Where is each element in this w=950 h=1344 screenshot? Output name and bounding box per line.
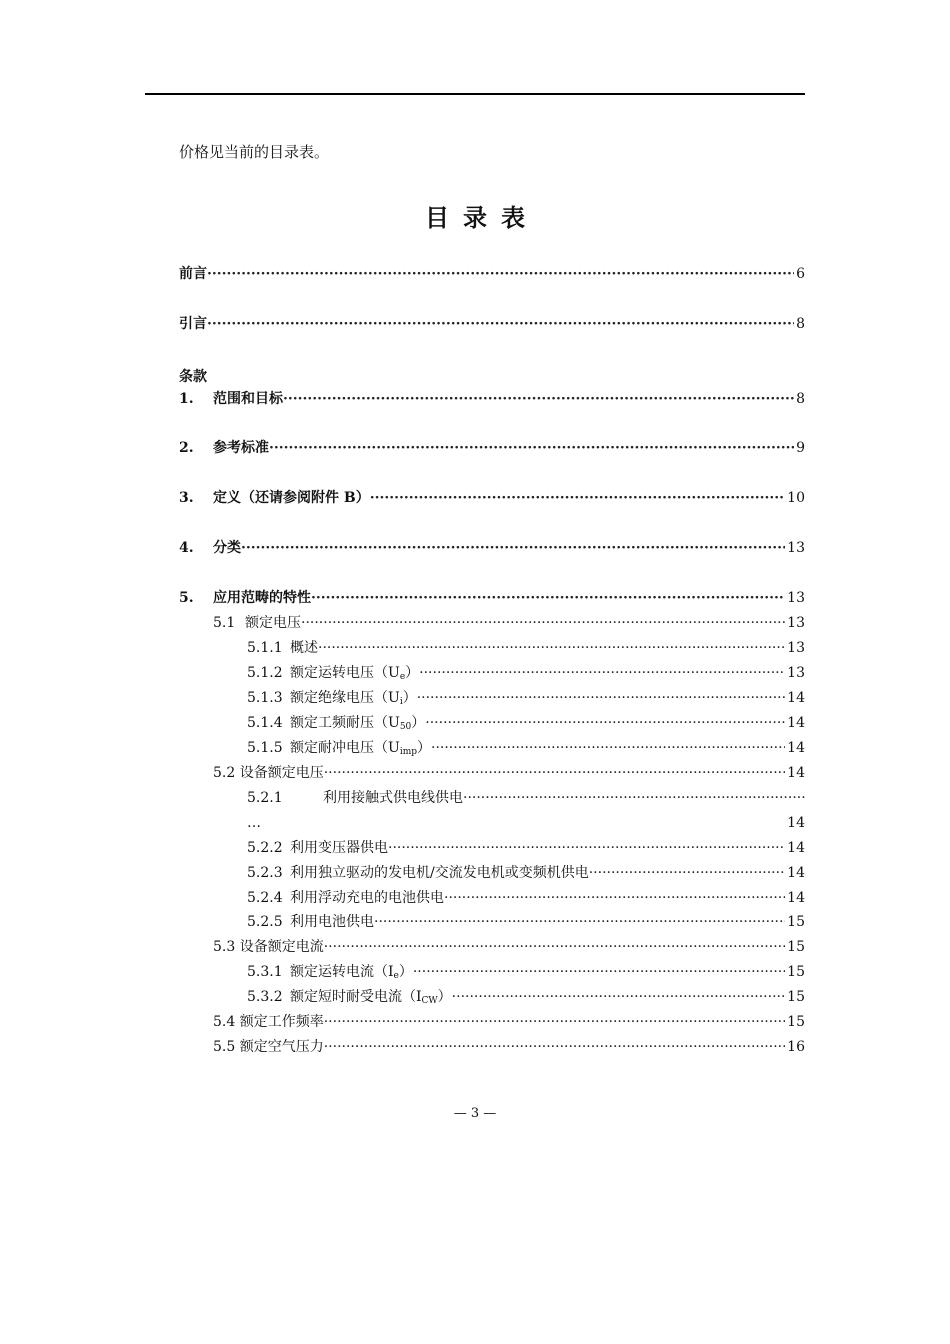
toc-entry-5-1-2[interactable] [247, 663, 805, 683]
leader-dots [324, 1012, 785, 1032]
toc-entry-5-3-2[interactable] [247, 987, 805, 1007]
leader-dots [413, 962, 785, 982]
toc-entry-5-2[interactable] [213, 763, 805, 783]
toc-entry-page: 8 [796, 316, 805, 332]
toc-entry-number: 5.3.2 [247, 989, 283, 1005]
toc-entry-label [290, 987, 452, 1011]
toc-entry-clause-2[interactable] [179, 438, 805, 458]
subscript: CW [421, 996, 438, 1006]
label-tail: ） [405, 665, 420, 681]
toc-entry-5-2-5[interactable] [247, 912, 805, 932]
toc-entry-label [290, 713, 425, 737]
toc-entry-5-2-2[interactable] [247, 838, 805, 858]
toc-entry-page: 10 [787, 490, 805, 506]
toc-entry-page: 14 [787, 740, 805, 756]
toc-entry-number: 5.1.1 [247, 640, 283, 656]
toc-entry-page: 15 [787, 1014, 805, 1030]
subscript: e [399, 672, 406, 682]
toc-entry-label [290, 738, 431, 762]
leader-dots [431, 738, 785, 758]
label-text: 额定运转电压（U [290, 665, 400, 681]
toc-entry-label: 利用独立驱动的发电机/交流发电机或变频机供电 [290, 865, 589, 881]
price-note: 价格见当前的目录表。 [179, 143, 330, 161]
label-tail: ） [437, 989, 452, 1005]
toc-entry-number: 5.1.2 [247, 665, 283, 681]
leader-dots [374, 912, 785, 932]
toc-entry-5-2-3[interactable] [247, 863, 805, 883]
label-tail: ） [398, 964, 413, 980]
label-text: 额定耐冲电压（U [290, 740, 400, 756]
leader-dots [207, 264, 794, 284]
toc-entry-page: 13 [787, 640, 805, 656]
toc-entry-clause-3[interactable] [179, 488, 805, 508]
toc-entry-label: 5.3 设备额定电流 [213, 939, 324, 955]
page-number-footer: — 3 — [453, 1106, 497, 1121]
toc-entry-label: 利用变压器供电 [290, 840, 388, 856]
toc-entry-number: 5.2.5 [247, 914, 283, 930]
toc-entry-page: 15 [787, 939, 805, 955]
leader-dots-continued: … [247, 815, 261, 831]
leader-dots [370, 488, 785, 508]
leader-dots [444, 888, 785, 908]
label-text: 额定工频耐压（U [290, 715, 400, 731]
toc-entry-label [290, 688, 417, 712]
toc-entry-page: 14 [787, 765, 805, 781]
leader-dots [301, 613, 785, 633]
toc-entry-label: 额定电压 [245, 615, 301, 631]
toc-entry-page: 14 [787, 865, 805, 881]
toc-entry-label: 引言 [179, 316, 207, 332]
label-text: 额定短时耐受电流（I [290, 989, 422, 1005]
toc-entry-label: 5.4 额定工作频率 [213, 1014, 324, 1030]
toc-entry-label: 利用接触式供电线供电 [323, 790, 463, 806]
subscript: i [399, 697, 403, 707]
toc-entry-clause-4[interactable] [179, 538, 805, 558]
toc-entry-number: 5.1 [213, 615, 236, 631]
toc-entry-label: 分类 [213, 540, 241, 556]
leader-dots [324, 1037, 785, 1057]
clauses-heading: 条款 [179, 369, 207, 385]
toc-entry-intro[interactable] [179, 314, 805, 334]
toc-entry-number: 5. [179, 590, 194, 606]
toc-entry-label: 参考标准 [213, 440, 269, 456]
toc-entry-page: 14 [787, 715, 805, 731]
leader-dots [425, 713, 785, 733]
leader-dots [269, 438, 794, 458]
label-tail: ） [411, 715, 426, 731]
leader-dots [318, 638, 785, 658]
toc-entry-label: 利用电池供电 [290, 914, 374, 930]
toc-entry-number: 1. [179, 391, 194, 407]
leader-dots [324, 763, 785, 783]
toc-entry-label: 范围和目标 [213, 391, 283, 407]
toc-entry-5-1-5[interactable] [247, 738, 805, 758]
toc-entry-5-1-1[interactable] [247, 638, 805, 658]
subscript: 50 [399, 722, 412, 732]
toc-entry-label: 5.2 设备额定电压 [213, 765, 324, 781]
toc-entry-page: 13 [787, 615, 805, 631]
leader-dots [283, 389, 794, 409]
header-rule [145, 93, 805, 95]
toc-entry-number: 3. [179, 490, 194, 506]
toc-entry-5-4[interactable] [213, 1012, 805, 1032]
toc-entry-5-3[interactable] [213, 937, 805, 957]
leader-dots [452, 987, 786, 1007]
toc-entry-5-1-3[interactable] [247, 688, 805, 708]
toc-entry-clause-1[interactable] [179, 389, 805, 409]
leader-dots [419, 663, 785, 683]
toc-entry-label [290, 962, 413, 986]
toc-entry-5-3-1[interactable] [247, 962, 805, 982]
toc-entry-page: 13 [787, 665, 805, 681]
toc-entry-page: 14 [787, 890, 805, 906]
leader-dots [324, 937, 785, 957]
toc-entry-preface[interactable] [179, 264, 805, 284]
label-text: 额定运转电流（I [290, 964, 394, 980]
toc-entry-number: 5.1.5 [247, 740, 283, 756]
toc-entry-label: 利用浮动充电的电池供电 [290, 890, 444, 906]
toc-entry-clause-5[interactable] [179, 588, 805, 608]
leader-dots [207, 314, 794, 334]
toc-entry-number: 5.2.2 [247, 840, 283, 856]
subscript: imp [399, 747, 417, 757]
leader-dots [388, 838, 785, 858]
label-tail: ） [417, 740, 431, 756]
leader-dots [463, 788, 805, 808]
toc-entry-page: 13 [787, 590, 805, 606]
leader-dots [417, 688, 785, 708]
toc-entry-5-1[interactable] [213, 613, 805, 633]
toc-entry-5-5[interactable] [213, 1037, 805, 1057]
leader-dots [311, 588, 785, 608]
toc-entry-page: 14 [787, 815, 805, 831]
toc-entry-label: 前言 [179, 266, 207, 282]
toc-entry-5-2-1-continued [247, 813, 805, 833]
toc-entry-number: 5.2.3 [247, 865, 283, 881]
toc-entry-page: 15 [787, 914, 805, 930]
toc-entry-5-2-1[interactable] [247, 788, 805, 808]
toc-entry-page: 14 [787, 690, 805, 706]
toc-entry-number: 2. [179, 440, 194, 456]
toc-entry-5-1-4[interactable] [247, 713, 805, 733]
toc-entry-number: 5.1.4 [247, 715, 283, 731]
toc-entry-label: 定义（还请参阅附件 B） [213, 490, 370, 506]
toc-entry-page: 8 [796, 391, 805, 407]
toc-entry-page: 14 [787, 840, 805, 856]
toc-entry-page: 16 [787, 1039, 805, 1055]
toc-entry-page: 15 [787, 989, 805, 1005]
label-text: 额定绝缘电压（U [290, 690, 400, 706]
toc-entry-number: 5.3.1 [247, 964, 283, 980]
subscript: e [393, 971, 399, 981]
toc-entry-page: 9 [796, 440, 805, 456]
toc-entry-number: 5.1.3 [247, 690, 283, 706]
toc-entry-page: 6 [796, 266, 805, 282]
toc-entry-number: 5.2.1 [247, 790, 283, 806]
toc-entry-label: 应用范畴的特性 [213, 590, 311, 606]
toc-entry-number: 5.2.4 [247, 890, 283, 906]
leader-dots [241, 538, 785, 558]
label-tail: ） [402, 690, 417, 706]
toc-entry-5-2-4[interactable] [247, 888, 805, 908]
toc-entry-label [290, 663, 419, 687]
toc-entry-label: 5.5 额定空气压力 [213, 1039, 324, 1055]
toc-entry-label: 概述 [290, 640, 318, 656]
toc-entry-number: 4. [179, 540, 194, 556]
toc-entry-page: 15 [787, 964, 805, 980]
toc-entry-page: 13 [787, 540, 805, 556]
toc-title: 目录表 [425, 203, 539, 232]
leader-dots [589, 863, 785, 883]
